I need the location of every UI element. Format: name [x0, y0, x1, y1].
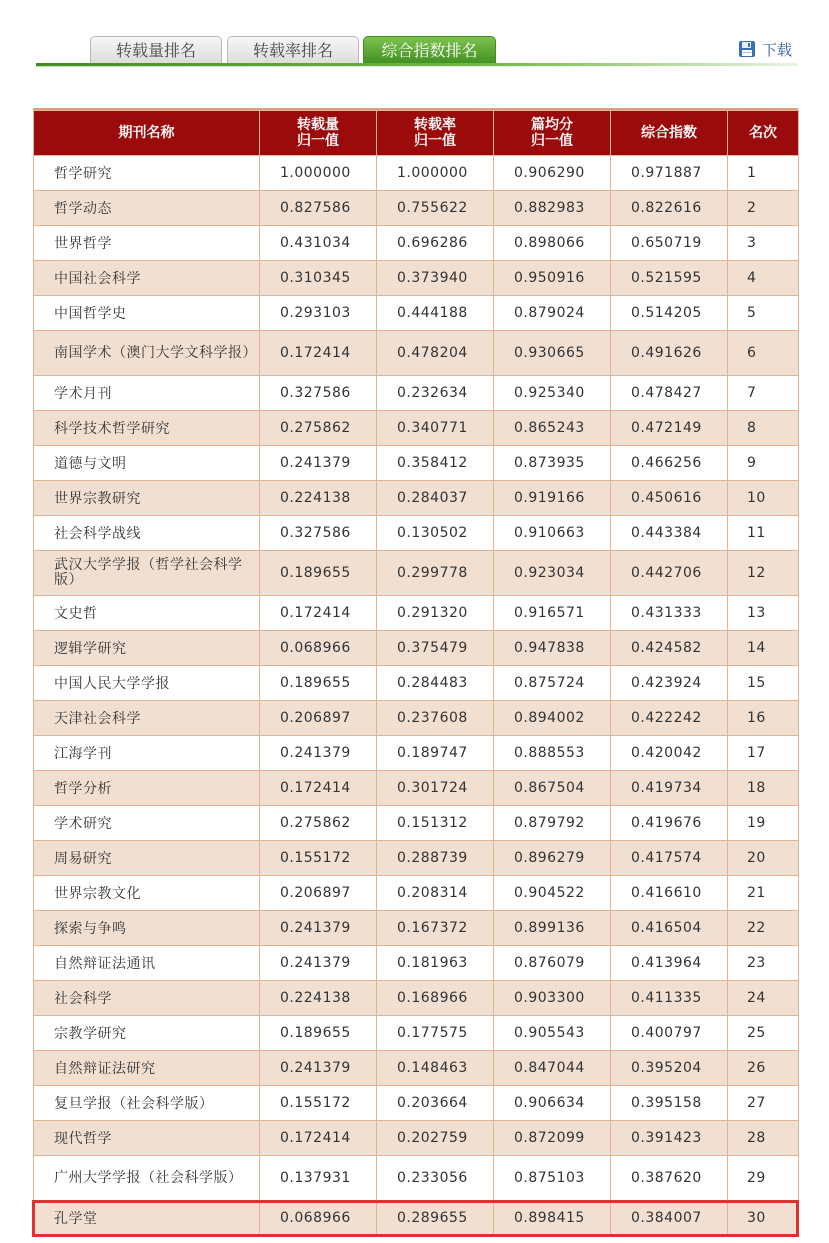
col-reprint-rate-norm-cell: 0.203664: [377, 1086, 494, 1121]
col-avg-score-norm-header: [494, 111, 611, 156]
col-reprint-rate-norm-cell: 0.148463: [377, 1051, 494, 1086]
table-row: [34, 261, 799, 296]
col-avg-score-norm-cell: 0.875724: [494, 666, 611, 701]
col-avg-score-norm-cell: 0.847044: [494, 1051, 611, 1086]
col-journal-name-cell: 社会科学战线: [34, 516, 260, 551]
col-reprint-count-norm-cell: 0.310345: [260, 261, 377, 296]
col-avg-score-norm-cell: 0.894002: [494, 701, 611, 736]
col-rank-cell: 4: [728, 261, 799, 296]
col-reprint-count-norm-cell: 0.241379: [260, 1051, 377, 1086]
col-composite-index-cell: 0.413964: [611, 946, 728, 981]
col-avg-score-norm-cell: 0.898066: [494, 226, 611, 261]
col-avg-score-norm-cell: 0.930665: [494, 331, 611, 376]
col-reprint-count-norm-cell: 0.155172: [260, 841, 377, 876]
download-label: 下载: [762, 40, 793, 59]
col-composite-index-cell: 0.411335: [611, 981, 728, 1016]
col-rank-cell: 8: [728, 411, 799, 446]
col-journal-name-cell: 世界哲学: [34, 226, 260, 261]
col-rank-cell: 28: [728, 1121, 799, 1156]
col-reprint-rate-norm-cell: 0.237608: [377, 701, 494, 736]
table-row: [34, 1051, 799, 1086]
col-reprint-count-norm-cell: 0.241379: [260, 736, 377, 771]
col-reprint-count-norm-cell: 0.206897: [260, 701, 377, 736]
table-row: [34, 331, 799, 376]
col-rank-cell: 14: [728, 631, 799, 666]
col-journal-name-cell: 世界宗教文化: [34, 876, 260, 911]
table-row: [34, 841, 799, 876]
col-reprint-count-norm-cell: 0.172414: [260, 331, 377, 376]
col-reprint-rate-norm-cell: 0.167372: [377, 911, 494, 946]
col-rank-cell: 27: [728, 1086, 799, 1121]
col-reprint-count-norm-cell: 0.327586: [260, 376, 377, 411]
col-avg-score-norm-cell: 0.906634: [494, 1086, 611, 1121]
table-row: [34, 446, 799, 481]
col-journal-name-cell: 天津社会科学: [34, 701, 260, 736]
col-reprint-rate-norm-cell: 0.208314: [377, 876, 494, 911]
col-reprint-rate-norm-cell: 0.696286: [377, 226, 494, 261]
col-reprint-rate-norm-cell: 0.288739: [377, 841, 494, 876]
col-avg-score-norm-cell: 0.904522: [494, 876, 611, 911]
col-reprint-count-norm-cell: 0.224138: [260, 481, 377, 516]
col-avg-score-norm-cell: 0.898415: [494, 1201, 611, 1236]
col-composite-index-cell: 0.400797: [611, 1016, 728, 1051]
col-reprint-rate-norm-cell: 0.291320: [377, 596, 494, 631]
col-reprint-count-norm-cell: 0.189655: [260, 551, 377, 596]
tab-reprint-count-rank[interactable]: [90, 36, 222, 64]
col-reprint-rate-norm-cell: 0.478204: [377, 331, 494, 376]
table-row: [34, 516, 799, 551]
col-journal-name-cell: 哲学动态: [34, 191, 260, 226]
col-composite-index-cell: 0.419734: [611, 771, 728, 806]
col-reprint-count-norm-cell: 0.189655: [260, 1016, 377, 1051]
col-reprint-rate-norm-cell: 0.130502: [377, 516, 494, 551]
col-avg-score-norm-cell: 0.872099: [494, 1121, 611, 1156]
col-avg-score-norm-cell: 0.896279: [494, 841, 611, 876]
col-journal-name-cell: 自然辩证法研究: [34, 1051, 260, 1086]
tab-label: 转载量排名: [115, 41, 196, 60]
col-avg-score-norm-cell: 0.875103: [494, 1156, 611, 1201]
col-avg-score-norm-cell: 0.919166: [494, 481, 611, 516]
col-reprint-rate-norm-cell: 0.181963: [377, 946, 494, 981]
col-journal-name-cell: 世界宗教研究: [34, 481, 260, 516]
col-reprint-rate-norm-cell: 0.299778: [377, 551, 494, 596]
col-reprint-rate-norm-cell: 0.284037: [377, 481, 494, 516]
tab-label: 综合指数排名: [381, 41, 478, 60]
col-composite-index-cell: 0.420042: [611, 736, 728, 771]
col-journal-name-cell: 广州大学学报（社会科学版）: [34, 1156, 260, 1201]
col-rank-cell: 25: [728, 1016, 799, 1051]
col-journal-name-cell: 中国社会科学: [34, 261, 260, 296]
col-composite-index-cell: 0.822616: [611, 191, 728, 226]
col-reprint-count-norm-cell: 0.431034: [260, 226, 377, 261]
col-composite-index-cell: 0.422242: [611, 701, 728, 736]
col-journal-name-cell: 南国学术（澳门大学文科学报）: [34, 331, 260, 376]
col-composite-index-cell: 0.391423: [611, 1121, 728, 1156]
col-reprint-count-norm-cell: 0.327586: [260, 516, 377, 551]
col-reprint-count-norm-header: [260, 111, 377, 156]
table-row: [34, 1016, 799, 1051]
col-composite-index-cell: 0.395204: [611, 1051, 728, 1086]
table-row: [34, 1086, 799, 1121]
col-journal-name-cell: 学术月刊: [34, 376, 260, 411]
table-row: [34, 596, 799, 631]
col-rank-cell: 20: [728, 841, 799, 876]
col-avg-score-norm-cell: 0.879792: [494, 806, 611, 841]
col-rank-cell: 24: [728, 981, 799, 1016]
col-avg-score-norm-cell: 0.876079: [494, 946, 611, 981]
col-reprint-count-norm-cell: 0.172414: [260, 1121, 377, 1156]
col-reprint-rate-norm-cell: 1.000000: [377, 156, 494, 191]
col-composite-index-cell: 0.424582: [611, 631, 728, 666]
col-rank-cell: 10: [728, 481, 799, 516]
col-reprint-count-norm-cell: 0.068966: [260, 1201, 377, 1236]
save-disk-icon: [738, 40, 756, 58]
table-row: [34, 296, 799, 331]
col-rank-cell: 12: [728, 551, 799, 596]
col-rank-cell: 13: [728, 596, 799, 631]
col-composite-index-cell: 0.442706: [611, 551, 728, 596]
col-composite-index-cell: 0.472149: [611, 411, 728, 446]
col-journal-name-cell: 学术研究: [34, 806, 260, 841]
col-journal-name-cell: 复旦学报（社会科学版）: [34, 1086, 260, 1121]
col-reprint-count-norm-cell: 0.137931: [260, 1156, 377, 1201]
col-reprint-count-norm-cell: 0.241379: [260, 911, 377, 946]
col-avg-score-norm-cell: 0.923034: [494, 551, 611, 596]
col-reprint-count-norm-cell: 0.293103: [260, 296, 377, 331]
table-row: [34, 911, 799, 946]
col-reprint-rate-norm-cell: 0.233056: [377, 1156, 494, 1201]
col-reprint-rate-norm-cell: 0.373940: [377, 261, 494, 296]
col-avg-score-norm-cell: 0.882983: [494, 191, 611, 226]
col-journal-name-cell: 探索与争鸣: [34, 911, 260, 946]
col-journal-name-cell: 逻辑学研究: [34, 631, 260, 666]
table-row: [34, 411, 799, 446]
col-rank-header: [728, 111, 799, 156]
table-header-row: [34, 111, 799, 156]
col-avg-score-norm-cell: 0.910663: [494, 516, 611, 551]
col-reprint-rate-norm-cell: 0.284483: [377, 666, 494, 701]
col-journal-name-cell: 宗教学研究: [34, 1016, 260, 1051]
col-rank-cell: 19: [728, 806, 799, 841]
col-avg-score-norm-cell: 0.888553: [494, 736, 611, 771]
col-journal-name-cell: 江海学刊: [34, 736, 260, 771]
col-composite-index-cell: 0.384007: [611, 1201, 728, 1236]
header-label: 名次: [749, 125, 777, 141]
table-row: [34, 876, 799, 911]
col-rank-cell: 1: [728, 156, 799, 191]
header-label: 篇均分: [531, 117, 573, 133]
col-journal-name-cell: 道德与文明: [34, 446, 260, 481]
col-reprint-rate-norm-cell: 0.177575: [377, 1016, 494, 1051]
col-composite-index-cell: 0.423924: [611, 666, 728, 701]
col-reprint-count-norm-cell: 1.000000: [260, 156, 377, 191]
col-avg-score-norm-cell: 0.903300: [494, 981, 611, 1016]
col-reprint-rate-norm-cell: 0.168966: [377, 981, 494, 1016]
col-rank-cell: 7: [728, 376, 799, 411]
tab-reprint-rate-rank[interactable]: [227, 36, 359, 64]
col-reprint-count-norm-cell: 0.275862: [260, 411, 377, 446]
table-row: [34, 701, 799, 736]
col-composite-index-cell: 0.514205: [611, 296, 728, 331]
header-label: 归一值: [414, 133, 456, 149]
table-row: [34, 666, 799, 701]
col-avg-score-norm-cell: 0.925340: [494, 376, 611, 411]
col-composite-index-header: [611, 111, 728, 156]
col-reprint-rate-norm-cell: 0.151312: [377, 806, 494, 841]
col-rank-cell: 3: [728, 226, 799, 261]
col-rank-cell: 21: [728, 876, 799, 911]
col-reprint-count-norm-cell: 0.241379: [260, 946, 377, 981]
col-rank-cell: 11: [728, 516, 799, 551]
tab-composite-index-rank[interactable]: [363, 36, 496, 64]
col-rank-cell: 30: [728, 1201, 799, 1236]
col-composite-index-cell: 0.450616: [611, 481, 728, 516]
col-reprint-count-norm-cell: 0.068966: [260, 631, 377, 666]
col-journal-name-cell: 哲学研究: [34, 156, 260, 191]
col-reprint-rate-norm-cell: 0.301724: [377, 771, 494, 806]
table-row: [34, 806, 799, 841]
download-link[interactable]: [738, 38, 792, 60]
table-row: [34, 1156, 799, 1201]
table-row: [34, 981, 799, 1016]
col-rank-cell: 15: [728, 666, 799, 701]
col-avg-score-norm-cell: 0.950916: [494, 261, 611, 296]
col-journal-name-cell: 周易研究: [34, 841, 260, 876]
col-avg-score-norm-cell: 0.947838: [494, 631, 611, 666]
col-reprint-rate-norm-header: [377, 111, 494, 156]
col-avg-score-norm-cell: 0.865243: [494, 411, 611, 446]
col-composite-index-cell: 0.491626: [611, 331, 728, 376]
col-avg-score-norm-cell: 0.879024: [494, 296, 611, 331]
col-reprint-rate-norm-cell: 0.755622: [377, 191, 494, 226]
col-reprint-rate-norm-cell: 0.202759: [377, 1121, 494, 1156]
col-composite-index-cell: 0.443384: [611, 516, 728, 551]
table-row: [34, 376, 799, 411]
col-journal-name-cell: 文史哲: [34, 596, 260, 631]
table-row: [34, 156, 799, 191]
col-rank-cell: 6: [728, 331, 799, 376]
col-reprint-count-norm-cell: 0.189655: [260, 666, 377, 701]
col-rank-cell: 18: [728, 771, 799, 806]
col-reprint-count-norm-cell: 0.827586: [260, 191, 377, 226]
col-reprint-rate-norm-cell: 0.375479: [377, 631, 494, 666]
col-reprint-rate-norm-cell: 0.232634: [377, 376, 494, 411]
col-composite-index-cell: 0.416504: [611, 911, 728, 946]
table-row: [34, 481, 799, 516]
col-composite-index-cell: 0.387620: [611, 1156, 728, 1201]
col-reprint-count-norm-cell: 0.275862: [260, 806, 377, 841]
col-reprint-count-norm-cell: 0.155172: [260, 1086, 377, 1121]
table-row: [34, 631, 799, 666]
col-reprint-count-norm-cell: 0.224138: [260, 981, 377, 1016]
col-rank-cell: 9: [728, 446, 799, 481]
col-avg-score-norm-cell: 0.906290: [494, 156, 611, 191]
col-journal-name-cell: 现代哲学: [34, 1121, 260, 1156]
col-reprint-rate-norm-cell: 0.189747: [377, 736, 494, 771]
header-label: 综合指数: [641, 125, 697, 141]
col-journal-name-cell: 中国人民大学学报: [34, 666, 260, 701]
col-reprint-count-norm-cell: 0.206897: [260, 876, 377, 911]
col-journal-name-cell: 科学技术哲学研究: [34, 411, 260, 446]
tab-underline-shadow: [36, 66, 798, 67]
col-reprint-count-norm-cell: 0.172414: [260, 596, 377, 631]
col-journal-name-cell: 武汉大学学报（哲学社会科学版）: [34, 551, 260, 596]
col-avg-score-norm-cell: 0.867504: [494, 771, 611, 806]
table-body: [34, 156, 799, 1236]
col-reprint-count-norm-cell: 0.172414: [260, 771, 377, 806]
col-composite-index-cell: 0.971887: [611, 156, 728, 191]
header-label: 归一值: [297, 133, 339, 149]
col-reprint-rate-norm-cell: 0.358412: [377, 446, 494, 481]
header-label: 转载率: [414, 117, 456, 133]
col-rank-cell: 2: [728, 191, 799, 226]
col-rank-cell: 17: [728, 736, 799, 771]
col-composite-index-cell: 0.395158: [611, 1086, 728, 1121]
col-journal-name-cell: 孔学堂: [34, 1201, 260, 1236]
col-avg-score-norm-cell: 0.916571: [494, 596, 611, 631]
col-avg-score-norm-cell: 0.873935: [494, 446, 611, 481]
col-composite-index-cell: 0.417574: [611, 841, 728, 876]
table-row: [34, 946, 799, 981]
col-rank-cell: 5: [728, 296, 799, 331]
table-row: [34, 1201, 799, 1236]
col-composite-index-cell: 0.466256: [611, 446, 728, 481]
header-label: 期刊名称: [118, 125, 175, 141]
col-composite-index-cell: 0.416610: [611, 876, 728, 911]
col-avg-score-norm-cell: 0.899136: [494, 911, 611, 946]
col-reprint-rate-norm-cell: 0.289655: [377, 1201, 494, 1236]
table-row: [34, 736, 799, 771]
col-journal-name-cell: 中国哲学史: [34, 296, 260, 331]
col-reprint-rate-norm-cell: 0.444188: [377, 296, 494, 331]
col-composite-index-cell: 0.419676: [611, 806, 728, 841]
col-rank-cell: 16: [728, 701, 799, 736]
col-journal-name-header: [34, 111, 260, 156]
tab-label: 转载率排名: [252, 41, 333, 60]
table-row: [34, 226, 799, 261]
col-rank-cell: 29: [728, 1156, 799, 1201]
col-composite-index-cell: 0.478427: [611, 376, 728, 411]
table-row: [34, 771, 799, 806]
col-reprint-count-norm-cell: 0.241379: [260, 446, 377, 481]
col-rank-cell: 23: [728, 946, 799, 981]
table-row: [34, 191, 799, 226]
col-journal-name-cell: 哲学分析: [34, 771, 260, 806]
col-rank-cell: 26: [728, 1051, 799, 1086]
header-label: 转载量: [297, 117, 339, 133]
col-composite-index-cell: 0.431333: [611, 596, 728, 631]
table-row: [34, 551, 799, 596]
col-composite-index-cell: 0.650719: [611, 226, 728, 261]
col-rank-cell: 22: [728, 911, 799, 946]
ranking-table: [33, 110, 799, 1236]
col-journal-name-cell: 社会科学: [34, 981, 260, 1016]
col-avg-score-norm-cell: 0.905543: [494, 1016, 611, 1051]
col-composite-index-cell: 0.521595: [611, 261, 728, 296]
ranking-table-container: [33, 110, 798, 1236]
col-journal-name-cell: 自然辩证法通讯: [34, 946, 260, 981]
col-reprint-rate-norm-cell: 0.340771: [377, 411, 494, 446]
table-row: [34, 1121, 799, 1156]
header-label: 归一值: [531, 133, 573, 149]
